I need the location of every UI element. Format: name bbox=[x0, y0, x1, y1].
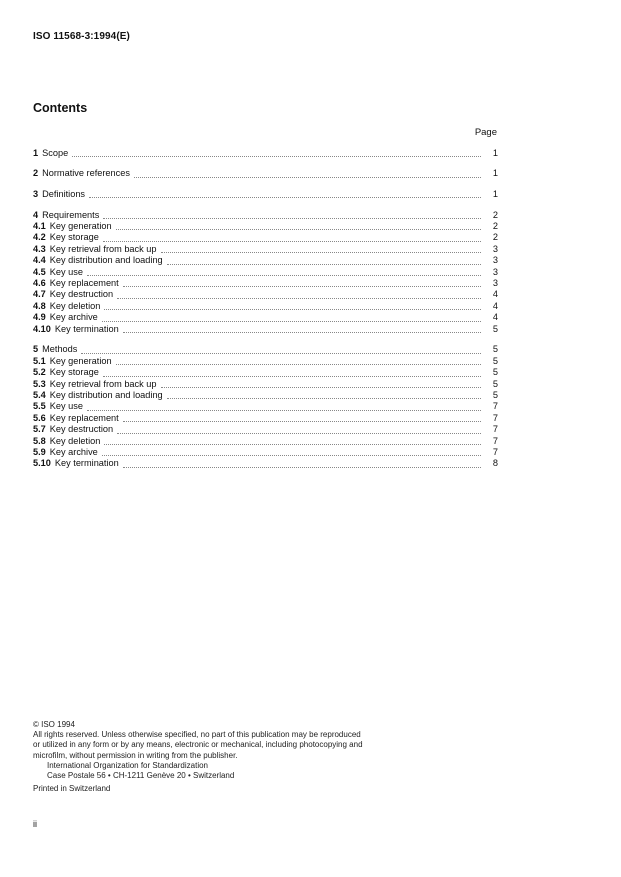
toc-entry[interactable] bbox=[33, 458, 498, 469]
toc-entry-title: Key use bbox=[49, 401, 83, 412]
dot-leader bbox=[87, 410, 481, 411]
toc-entry-number: 4.4 bbox=[33, 255, 46, 266]
toc-entry-number: 4.1 bbox=[33, 221, 46, 232]
dot-leader bbox=[103, 241, 481, 242]
toc-entry-title: Key deletion bbox=[49, 435, 101, 446]
toc-entry-number: 4 bbox=[33, 209, 39, 220]
toc-entry[interactable] bbox=[33, 324, 498, 335]
section-spacer bbox=[33, 180, 498, 189]
toc-entry-number: 5.9 bbox=[33, 446, 46, 457]
toc-entry[interactable] bbox=[33, 267, 498, 278]
toc-entry-title: Key termination bbox=[54, 458, 119, 469]
toc-entry-title: Key destruction bbox=[49, 424, 114, 435]
dot-leader bbox=[116, 229, 481, 230]
toc-entry-page: 3 bbox=[492, 278, 498, 289]
toc-entry[interactable] bbox=[33, 344, 498, 355]
toc-entry-number: 5.3 bbox=[33, 378, 46, 389]
dot-leader bbox=[123, 332, 481, 333]
copyright-notice bbox=[33, 720, 363, 794]
toc-entry-page: 5 bbox=[492, 367, 498, 378]
toc-entry-title: Scope bbox=[42, 148, 69, 158]
toc-entry-title: Key destruction bbox=[49, 289, 114, 300]
dot-leader bbox=[116, 364, 481, 365]
dot-leader bbox=[89, 197, 481, 198]
toc-entry-number: 4.3 bbox=[33, 243, 46, 254]
toc-entry-number: 4.6 bbox=[33, 278, 46, 289]
toc-entry-page: 4 bbox=[492, 312, 498, 323]
toc-entry-page: 3 bbox=[492, 255, 498, 266]
dot-leader bbox=[72, 156, 481, 157]
rights-line: or utilized in any form or by any means, electronic or mechanical, including photocopying and bbox=[33, 740, 363, 750]
toc-entry-title: Key retrieval from back up bbox=[49, 378, 157, 389]
toc-entry-page: 1 bbox=[492, 168, 498, 179]
dot-leader bbox=[123, 286, 481, 287]
toc-entry-number: 5 bbox=[33, 344, 39, 355]
toc-entry-title: Key distribution and loading bbox=[49, 255, 163, 266]
document-id: ISO 11568-3:1994(E) bbox=[33, 31, 130, 42]
dot-leader bbox=[123, 421, 481, 422]
page-column-label: Page bbox=[474, 127, 497, 138]
toc-entry-page: 1 bbox=[492, 188, 498, 199]
toc-entry[interactable] bbox=[33, 436, 498, 447]
toc-entry-page: 8 bbox=[492, 458, 498, 469]
toc-entry-number: 5.10 bbox=[33, 458, 51, 469]
dot-leader bbox=[87, 275, 481, 276]
toc-entry-page: 5 bbox=[492, 355, 498, 366]
toc-entry[interactable] bbox=[33, 401, 498, 412]
toc-entry[interactable] bbox=[33, 148, 498, 159]
dot-leader bbox=[104, 444, 481, 445]
toc-entry-number: 4.9 bbox=[33, 312, 46, 323]
toc-entry-number: 5.8 bbox=[33, 435, 46, 446]
toc-entry[interactable] bbox=[33, 312, 498, 323]
table-of-contents bbox=[33, 148, 498, 470]
toc-entry-title: Normative references bbox=[42, 168, 130, 179]
dot-leader bbox=[161, 387, 481, 388]
toc-entry-title: Key replacement bbox=[49, 278, 119, 289]
dot-leader bbox=[81, 353, 481, 354]
toc-entry-page: 5 bbox=[492, 344, 498, 355]
toc-entry[interactable] bbox=[33, 367, 498, 378]
toc-entry-page: 3 bbox=[492, 266, 498, 277]
toc-entry-number: 5.2 bbox=[33, 367, 46, 378]
dot-leader bbox=[103, 218, 481, 219]
toc-entry-title: Key replacement bbox=[49, 412, 119, 423]
section-spacer bbox=[33, 159, 498, 168]
toc-entry-page: 7 bbox=[492, 446, 498, 457]
toc-entry[interactable] bbox=[33, 379, 498, 390]
toc-entry-number: 4.10 bbox=[33, 323, 51, 334]
toc-entry[interactable] bbox=[33, 301, 498, 312]
dot-leader bbox=[167, 264, 481, 265]
toc-entry[interactable] bbox=[33, 289, 498, 300]
toc-entry-number: 4.8 bbox=[33, 300, 46, 311]
toc-entry-page: 2 bbox=[492, 232, 498, 243]
toc-entry-page: 7 bbox=[492, 412, 498, 423]
toc-entry[interactable] bbox=[33, 221, 498, 232]
toc-entry-number: 2 bbox=[33, 168, 39, 179]
toc-entry[interactable] bbox=[33, 244, 498, 255]
toc-entry-title: Key termination bbox=[54, 323, 119, 334]
toc-entry-page: 4 bbox=[492, 289, 498, 300]
dot-leader bbox=[134, 177, 481, 178]
toc-entry[interactable] bbox=[33, 168, 498, 179]
toc-entry-number: 5.4 bbox=[33, 390, 46, 401]
toc-entry[interactable] bbox=[33, 278, 498, 289]
toc-entry-page: 7 bbox=[492, 401, 498, 412]
toc-entry-title: Key archive bbox=[49, 446, 98, 457]
toc-entry[interactable] bbox=[33, 447, 498, 458]
organization-name: International Organization for Standardization bbox=[47, 760, 208, 770]
toc-entry-page: 2 bbox=[492, 221, 498, 232]
printed-in: Printed in Switzerland bbox=[33, 784, 111, 794]
toc-entry-number: 5.5 bbox=[33, 401, 46, 412]
dot-leader bbox=[102, 321, 481, 322]
toc-entry-number: 1 bbox=[33, 148, 39, 158]
toc-entry-title: Key storage bbox=[49, 232, 99, 243]
section-spacer bbox=[33, 200, 498, 210]
dot-leader bbox=[104, 309, 481, 310]
dot-leader bbox=[103, 376, 481, 377]
toc-entry-number: 3 bbox=[33, 188, 39, 199]
toc-entry-number: 4.2 bbox=[33, 232, 46, 243]
rights-line: microfilm, without permission in writing from the publisher. bbox=[33, 750, 238, 760]
dot-leader bbox=[167, 398, 481, 399]
toc-entry-page: 7 bbox=[492, 435, 498, 446]
toc-entry-page: 5 bbox=[492, 323, 498, 334]
organization-address: Case Postale 56 • CH-1211 Genève 20 • Switzerland bbox=[47, 771, 235, 781]
dot-leader bbox=[117, 433, 481, 434]
page-number: ii bbox=[33, 819, 37, 829]
page-title: Contents bbox=[33, 101, 88, 115]
copyright-line: © ISO 1994 bbox=[33, 720, 75, 729]
toc-entry[interactable] bbox=[33, 189, 498, 200]
toc-entry-page: 7 bbox=[492, 424, 498, 435]
toc-entry-title: Key use bbox=[49, 266, 83, 277]
toc-entry-number: 4.5 bbox=[33, 266, 46, 277]
toc-entry-title: Key archive bbox=[49, 312, 98, 323]
toc-entry-title: Key deletion bbox=[49, 300, 101, 311]
dot-leader bbox=[161, 252, 481, 253]
toc-entry-number: 5.6 bbox=[33, 412, 46, 423]
toc-entry-title: Key distribution and loading bbox=[49, 390, 163, 401]
toc-entry-number: 5.1 bbox=[33, 355, 46, 366]
toc-entry[interactable] bbox=[33, 413, 498, 424]
toc-entry-page: 2 bbox=[492, 209, 498, 220]
dot-leader bbox=[102, 455, 481, 456]
dot-leader bbox=[117, 298, 481, 299]
toc-entry-title: Definitions bbox=[42, 188, 86, 199]
toc-entry-page: 3 bbox=[492, 243, 498, 254]
toc-entry-number: 5.7 bbox=[33, 424, 46, 435]
toc-entry-page: 4 bbox=[492, 300, 498, 311]
dot-leader bbox=[123, 467, 481, 468]
toc-entry[interactable] bbox=[33, 356, 498, 367]
toc-entry-title: Key storage bbox=[49, 367, 99, 378]
toc-entry[interactable] bbox=[33, 255, 498, 266]
toc-entry-title: Key generation bbox=[49, 355, 112, 366]
toc-entry[interactable] bbox=[33, 390, 498, 401]
toc-entry-title: Key generation bbox=[49, 221, 112, 232]
toc-entry-page: 5 bbox=[492, 378, 498, 389]
toc-entry[interactable] bbox=[33, 210, 498, 221]
toc-entry-number: 4.7 bbox=[33, 289, 46, 300]
toc-entry[interactable] bbox=[33, 424, 498, 435]
toc-entry-page: 1 bbox=[492, 148, 498, 158]
toc-entry[interactable] bbox=[33, 232, 498, 243]
toc-entry-page: 5 bbox=[492, 390, 498, 401]
section-spacer bbox=[33, 335, 498, 345]
toc-entry-title: Requirements bbox=[42, 209, 100, 220]
toc-entry-title: Methods bbox=[42, 344, 78, 355]
rights-line: All rights reserved. Unless otherwise specified, no part of this publication may be reproduced bbox=[33, 730, 361, 740]
toc-entry-title: Key retrieval from back up bbox=[49, 243, 157, 254]
